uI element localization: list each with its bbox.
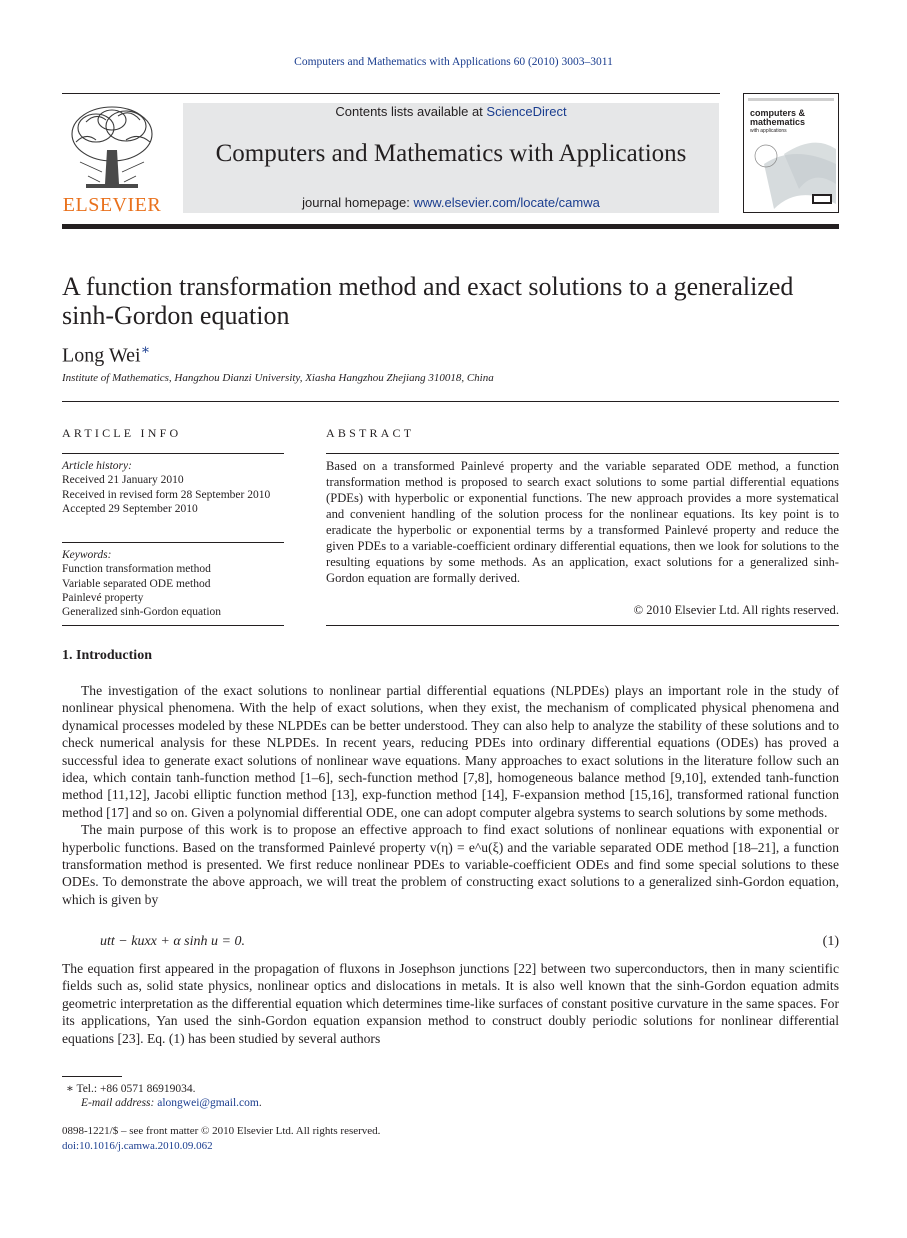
cover-title-line-1: computers & (750, 108, 806, 118)
cover-title-line-3: with applications (750, 128, 787, 134)
abstract-copyright: © 2010 Elsevier Ltd. All rights reserved. (633, 603, 839, 617)
article-title: A function transformation method and exact solutions to a generalized sinh-Gordon equation (62, 272, 794, 330)
email-period: . (258, 1097, 262, 1109)
journal-cover-art (744, 94, 838, 212)
section-heading-introduction: 1. Introduction (62, 648, 152, 663)
keyword-item: Function transformation method (62, 563, 211, 576)
article-info-heading: ARTICLE INFO (62, 426, 182, 440)
history-revised: Received in revised form 28 September 2010 (62, 488, 271, 501)
email-link[interactable]: alongwei@gmail.com (157, 1097, 259, 1109)
keyword-item: Variable separated ODE method (62, 577, 211, 590)
journal-homepage (183, 195, 719, 210)
introduction-paragraph-2: The main purpose of this work is to propose an effective approach to find exact solutions of nonlinear equations with exponential or hyperbolic functions. Based on the transformed Painlevé property v(η) = e^u(ξ) and the variable separated ODE method [18–21], a function transformation method is presented. We first reduce nonlinear PDEs to variable-coefficient ODEs and find some special solutions to these ODEs. To demonstrate the above approach, we will treat the problem of constructing exact solutions to a generalized sinh-Gordon equation, which is given by (62, 822, 839, 907)
homepage-prefix: journal homepage: (302, 195, 414, 210)
introduction-body (62, 682, 839, 908)
masthead-rule (62, 93, 720, 94)
equation-1: utt − kuxx + α sinh u = 0. (100, 934, 245, 949)
keywords (62, 548, 284, 619)
sciencedirect-link[interactable]: ScienceDirect (486, 104, 567, 119)
contents-prefix: Contents lists available at (335, 104, 487, 119)
elsevier-tree-icon (66, 102, 158, 192)
abstract-rule (326, 625, 839, 626)
footnote-telephone: ∗ Tel.: +86 0571 86919034. (66, 1083, 196, 1095)
introduction-paragraph-1: The investigation of the exact solutions to nonlinear partial differential equations (NLPDEs) plays an important role in the study of nonlinear physical phenomena. With the help of exact solutions, when they exist, the mechanism of complicated physical phenomena and dynamical processes modeled by these NLPDEs can be better understood. They can also help to analyze the stability of these solutions and to check numerical analysis for these NLPDEs. In recent years, reducing PDEs into ordinary differential equations (ODEs) has proved a successful idea to generate exact solutions of nonlinear wave equations. Many approaches to exact solutions in the literature follow such an idea, which contain tanh-function method [1–6], sech-function method [7,8], homogeneous balance method [9,10], extended tanh-function method [11,12], Jacobi elliptic function method [13], exp-function method [14], F-expansion method [15,16], transformed rational function method [17] and so on. Given a polynomial differential ODE, one can adopt computer algebra systems to search solutions by some methods. (62, 683, 839, 820)
journal-cover[interactable] (743, 93, 839, 213)
keywords-label: Keywords: (62, 549, 112, 561)
equation-number: (1) (822, 934, 839, 949)
doi-link[interactable]: doi:10.1016/j.camwa.2010.09.062 (62, 1140, 213, 1152)
introduction-continued (62, 960, 839, 1047)
history-label: Article history: (62, 460, 132, 472)
elsevier-wordmark: ELSEVIER (62, 194, 162, 216)
journal-citation[interactable]: Computers and Mathematics with Applications 60 (2010) 3003–3011 (294, 56, 613, 68)
history-received: Received 21 January 2010 (62, 474, 184, 487)
homepage-link[interactable]: www.elsevier.com/locate/camwa (413, 195, 600, 210)
author-name: Long Wei (62, 344, 141, 367)
masthead-thick-rule (62, 224, 839, 229)
author-affiliation: Institute of Mathematics, Hangzhou Dianzi University, Xiasha Hangzhou Zhejiang 310018, China (62, 372, 494, 384)
title-rule (62, 401, 839, 402)
journal-name: Computers and Mathematics with Applications (215, 140, 687, 167)
info-rule (62, 453, 284, 454)
info-rule (62, 542, 284, 543)
author-footnote-mark[interactable]: ∗ (140, 343, 151, 358)
keyword-item: Generalized sinh-Gordon equation (62, 606, 222, 619)
history-accepted: Accepted 29 September 2010 (62, 502, 198, 515)
info-rule (62, 625, 284, 626)
footnote-email (81, 1097, 262, 1109)
email-label: E-mail address: (81, 1097, 158, 1109)
footnote-rule (62, 1076, 122, 1077)
keyword-item: Painlevé property (62, 591, 144, 604)
abstract-text: Based on a transformed Painlevé property and the variable separated ODE method, a function transformation method is proposed to search exact solutions to some partial differential equations (PDEs) with hyperbolic or exponential functions. The new approach provides a more systematical and convenient handling of the solution process for the nonlinear equations. Its key point is to eradicate the hyperbolic or exponential terms by a transformed Painlevé property and reduce the given PDEs to a variable-coefficient ordinary differential equations, then we look for solutions to the resulting equations by some methods. As an application, exact solutions for a generalized sinh-Gordon equation are formally derived. (326, 459, 839, 585)
front-matter-notice: 0898-1221/$ – see front matter © 2010 Elsevier Ltd. All rights reserved. (62, 1125, 381, 1137)
contents-availability (183, 104, 719, 119)
elsevier-logo[interactable] (62, 102, 162, 214)
abstract-rule (326, 453, 839, 454)
introduction-paragraph-3: The equation first appeared in the propagation of fluxons in Josephson junctions [22] between two superconductors, then in many scientific fields such as, solid state physics, nonlinear optics and dislocations in metals. It is also well known that the sinh-Gordon equation admits geometric interpretation as the differential equation which determines time-like surfaces of constant positive curvature in the same spaces. For its applications, Yan used the sinh-Gordon equation expansion method to construct doubly periodic solutions for nonlinear differential equations [23]. Eq. (1) has been studied by several authors (62, 961, 839, 1046)
abstract-heading: ABSTRACT (326, 426, 415, 440)
article-history (62, 459, 284, 516)
author-line (62, 342, 150, 368)
cover-title-line-2: mathematics (750, 117, 806, 127)
